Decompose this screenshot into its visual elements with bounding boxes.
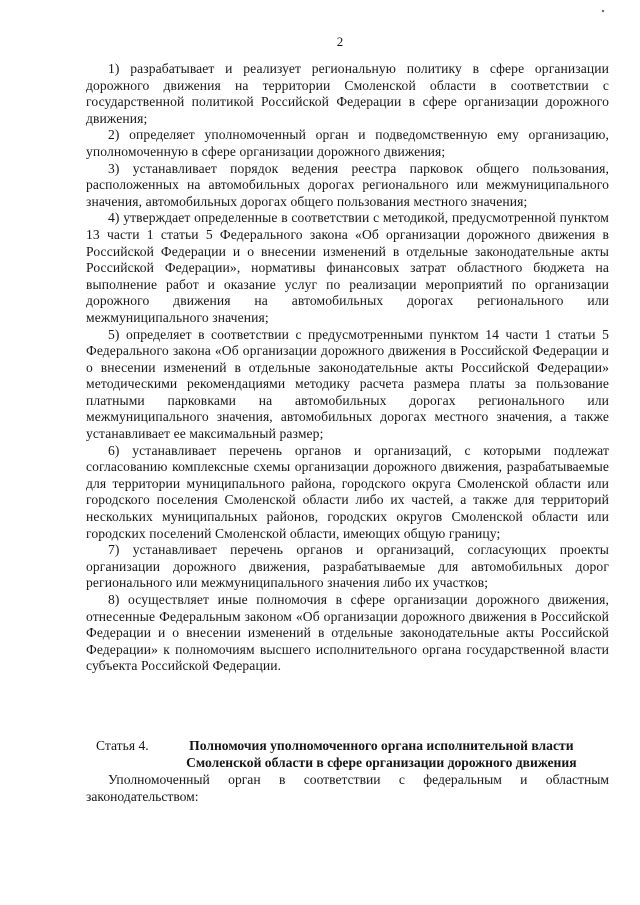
article-title: Полномочия уполномоченного органа исполнительной власти Смоленской области в сфере организации дорожного движения	[186, 738, 577, 770]
scan-speck	[602, 10, 605, 13]
list-item: 2) определяет уполномоченный орган и подведомственную ему организацию, уполномоченную в сфере организации дорожного движения;	[86, 127, 609, 159]
list-item: 5) определяет в соответствии с предусмотренными пунктом 14 части 1 статьи 5 Федерального закона «Об организации дорожного движения в Российской Федерации и о внесении изменений в отдельные законодательные акты Российской Федерации» методическими рекомендациями методику расчета размера платы за пользование платными парковками на автомобильных дорогах регионального или межмуниципального значения, автомобильных дорогах местного значения, а также устанавливает ее максимальный размер;	[86, 326, 609, 442]
powers-list	[86, 61, 609, 675]
list-item: 7) устанавливает перечень органов и организаций, согласующих проекты организации дорожного движения, разрабатываемые для автомобильных дорог регионального или межмуниципального значения либо их участков;	[86, 542, 609, 591]
list-item: 6) устанавливает перечень органов и организаций, с которыми подлежат согласованию комплексные схемы организации дорожного движения, разрабатываемые для территории муниципального района, городского округа Смоленской области или городского поселения Смоленской области либо их частей, а также для территорий нескольких муниципальных районов, городских округов Смоленской области или городских поселений Смоленской области, имеющих общую границу;	[86, 442, 609, 541]
list-item: 1) разрабатывает и реализует региональную политику в сфере организации дорожного движения на территории Смоленской области в соответствии с государственной политикой Российской Федерации в сфере организации дорожного движения;	[86, 61, 609, 126]
list-item: 3) устанавливает порядок ведения реестра парковок общего пользования, расположенных на автомобильных дорогах регионального или межмуниципального значения, автомобильных дорогах общего пользования местного значения;	[86, 160, 609, 209]
list-item: 8) осуществляет иные полномочия в сфере организации дорожного движения, отнесенные Федеральным законом «Об организации дорожного движения в Российской Федерации и о внесении изменений в отдельные законодательные акты Российской Федерации» к полномочиям высшего исполнительного органа государственной власти субъекта Российской Федерации.	[86, 592, 609, 674]
page-number: 2	[336, 34, 344, 49]
article-heading	[96, 738, 609, 771]
article-intro	[86, 772, 609, 805]
list-item: 4) утверждает определенные в соответствии с методикой, предусмотренной пунктом 13 части 1 статьи 5 Федерального закона «Об организации дорожного движения в Российской Федерации и о внесении изменений в отдельные законодательные акты Российской Федерации», нормативы финансовых затрат областного бюджета на выполнение работ и оказание услуг по реализации мероприятий по организации дорожного движения на автомобильных дорогах регионального или межмуниципального значения;	[86, 210, 609, 325]
intro-paragraph: Уполномоченный орган в соответствии с федеральным и областным законодательством:	[86, 772, 609, 804]
article-label: Статья 4.	[96, 738, 149, 753]
